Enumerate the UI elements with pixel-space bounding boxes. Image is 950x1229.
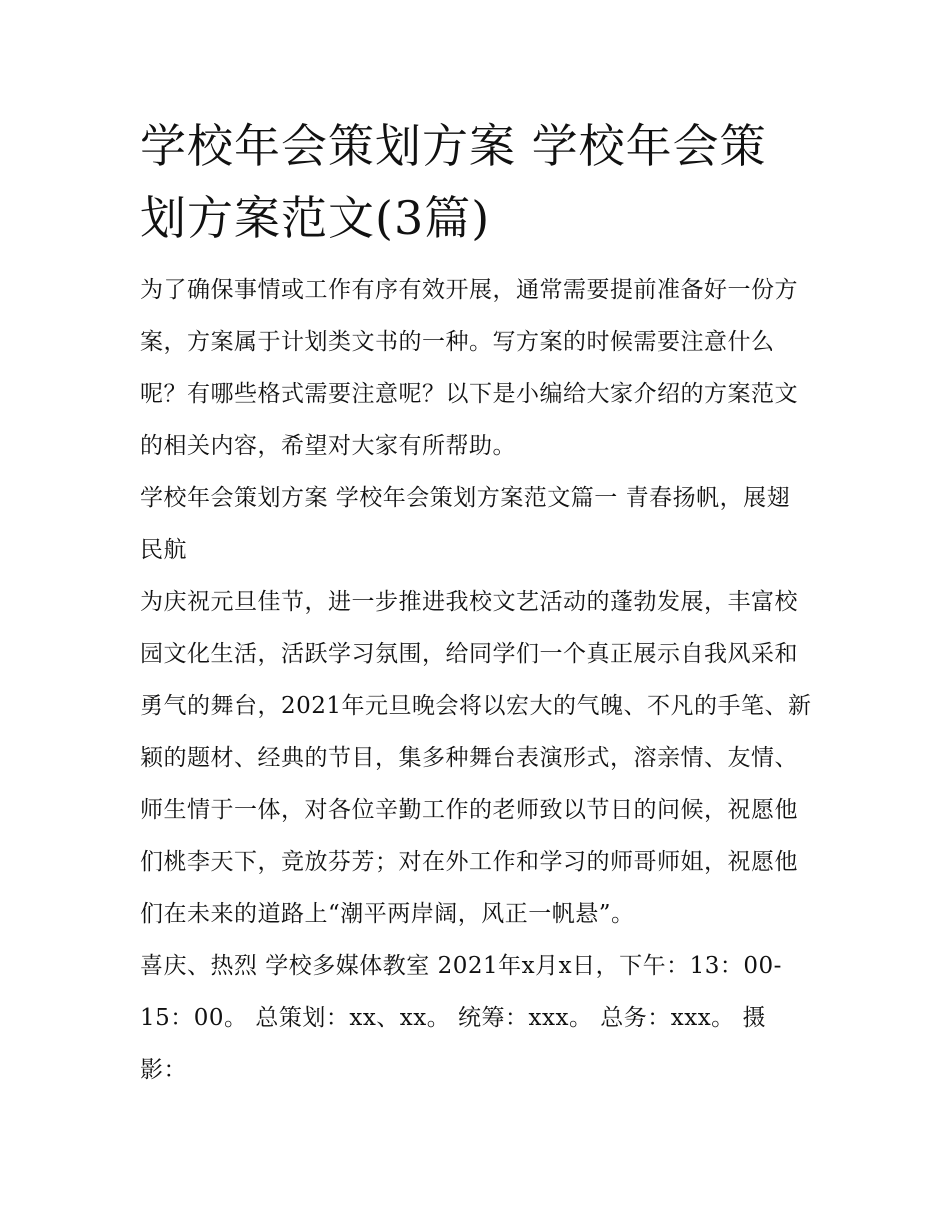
details-paragraph: 喜庆、热烈 学校多媒体教室 2021年x月x日，下午：13：00-15：00。 总策划：xx、xx。 统筹：xxx。 总务：xxx。 摄影： [140, 953, 782, 1083]
section-heading: 学校年会策划方案 学校年会策划方案范文篇一 青春扬帆，展翅民航 [140, 485, 791, 563]
intro-paragraph: 为了确保事情或工作有序有效开展，通常需要提前准备好一份方案，方案属于计划类文书的一种。写方案的时候需要注意什么呢？有哪些格式需要注意呢？以下是小编给大家介绍的方案范文的相关内容，希望对大家有所帮助。 [140, 277, 798, 459]
document-page [140, 110, 812, 1096]
document-title: 学校年会策划方案 学校年会策划方案范文(3篇) [140, 119, 767, 245]
body-paragraph: 为庆祝元旦佳节，进一步推进我校文艺活动的蓬勃发展，丰富校园文化生活，活跃学习氛围，给同学们一个真正展示自我风采和勇气的舞台，2021年元旦晚会将以宏大的气魄、不凡的手笔、新颖的题材、经典的节目，集多种舞台表演形式，溶亲情、友情、师生情于一体，对各位辛勤工作的老师致以节日的问候，祝愿他们桃李天下，竞放芬芳；对在外工作和学习的师哥师姐，祝愿他们在未来的道路上“潮平两岸阔，风正一帆悬”。 [140, 589, 812, 927]
title-block [140, 110, 812, 254]
